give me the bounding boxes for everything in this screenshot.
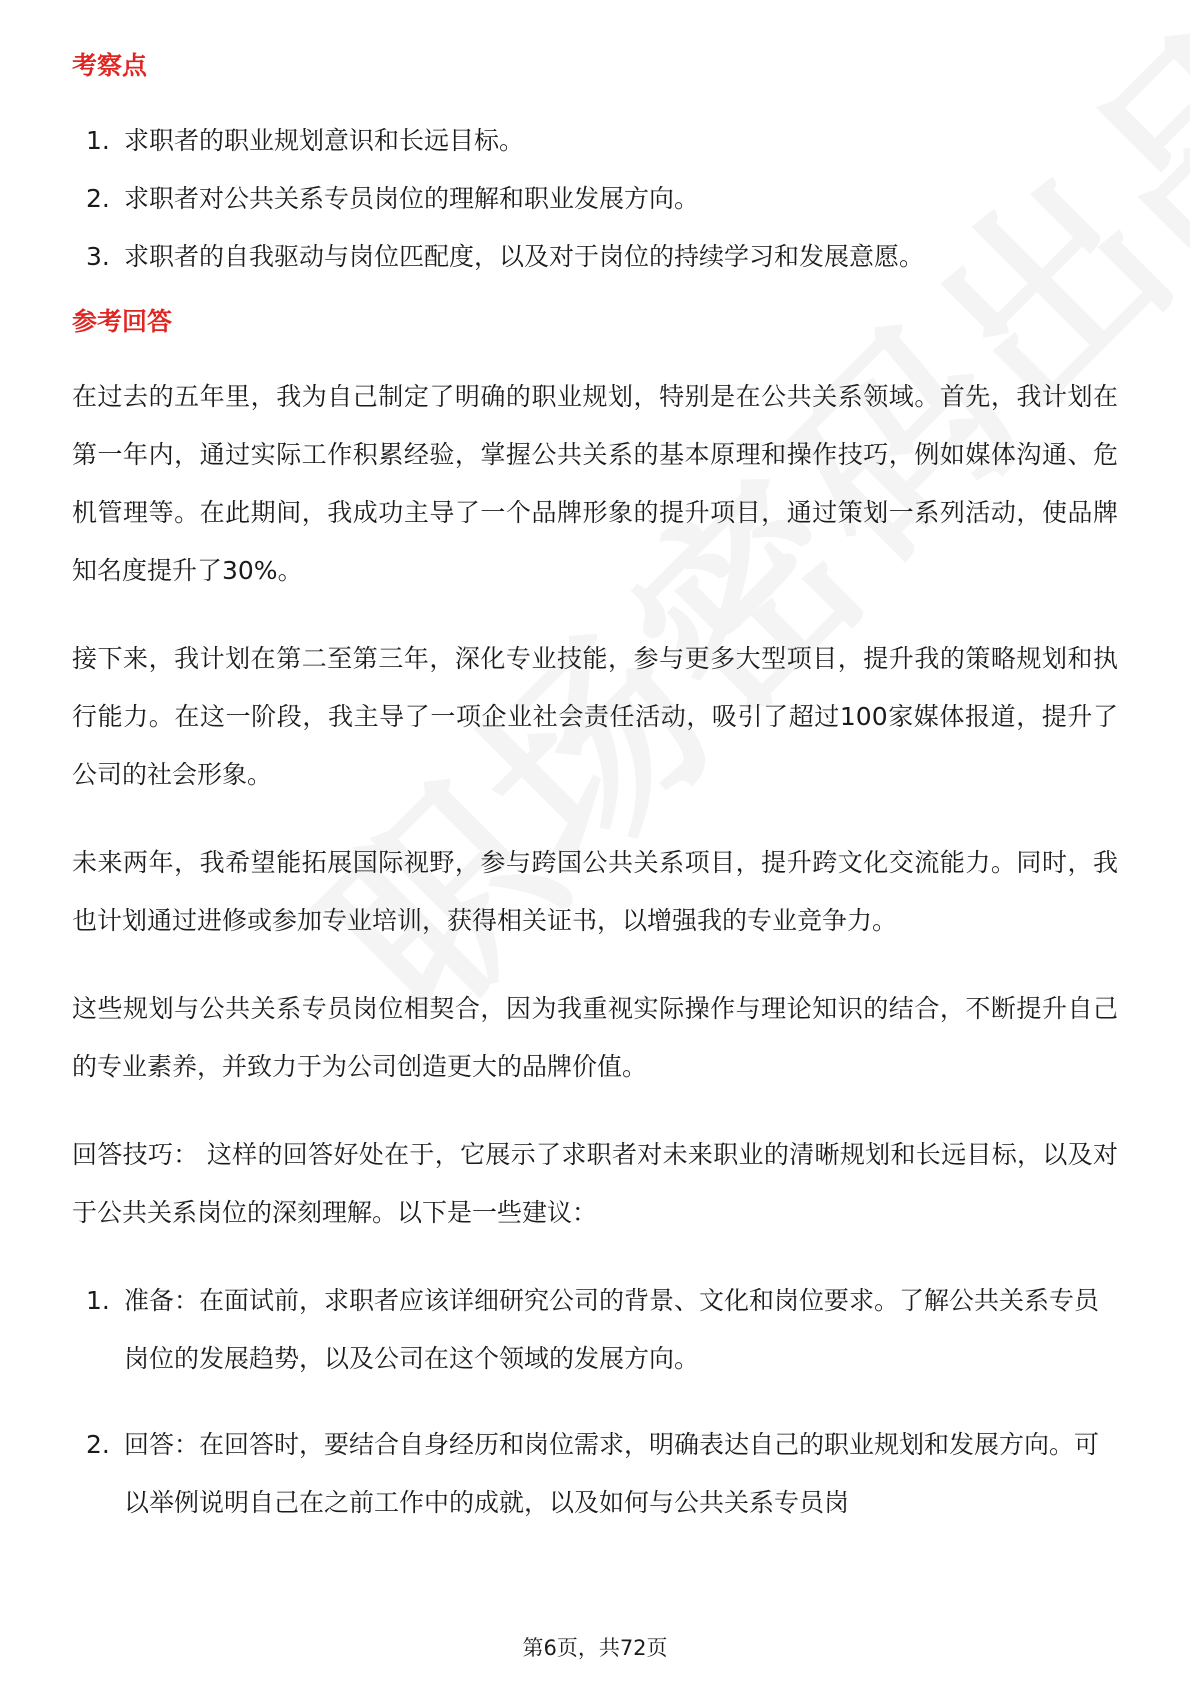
- list-item: [72, 170, 1118, 228]
- list-number: 1.: [86, 126, 110, 155]
- list-item-text: 求职者对公共关系专员岗位的理解和职业发展方向。: [124, 184, 700, 213]
- tips-list: [72, 1272, 1118, 1532]
- list-item-text: 求职者的自我驱动与岗位匹配度，以及对于岗位的持续学习和发展意愿。: [124, 242, 925, 271]
- list-number: 2.: [86, 1430, 110, 1459]
- list-item: [72, 228, 1118, 286]
- list-item-text: 回答：在回答时，要结合自身经历和岗位需求，明确表达自己的职业规划和发展方向。可以举例说明自己在之前工作中的成就，以及如何与公共关系专员岗: [124, 1430, 1100, 1517]
- list-number: 3.: [86, 242, 110, 271]
- list-number: 2.: [86, 184, 110, 213]
- page-content: [72, 48, 1118, 1560]
- section-heading-exam-points: 考察点: [72, 51, 148, 80]
- section-heading-reference-answer: 参考回答: [72, 307, 173, 336]
- answer-paragraph: 未来两年，我希望能拓展国际视野，参与跨国公共关系项目，提升跨文化交流能力。同时，我也计划通过进修或参加专业培训，获得相关证书，以增强我的专业竞争力。: [72, 848, 1118, 935]
- exam-points-list: [72, 112, 1118, 286]
- list-number: 1.: [86, 1286, 110, 1315]
- answer-paragraph: 在过去的五年里，我为自己制定了明确的职业规划，特别是在公共关系领域。首先，我计划在第一年内，通过实际工作积累经验，掌握公共关系的基本原理和操作技巧，例如媒体沟通、危机管理等。在此期间，我成功主导了一个品牌形象的提升项目，通过策划一系列活动，使品牌知名度提升了30%。: [72, 382, 1118, 585]
- answer-paragraph: 接下来，我计划在第二至第三年，深化专业技能，参与更多大型项目，提升我的策略规划和执行能力。在这一阶段，我主导了一项企业社会责任活动，吸引了超过100家媒体报道，提升了公司的社会形象。: [72, 644, 1118, 789]
- list-item: [72, 1272, 1118, 1388]
- answer-paragraph: 这些规划与公共关系专员岗位相契合，因为我重视实际操作与理论知识的结合，不断提升自己的专业素养，并致力于为公司创造更大的品牌价值。: [72, 994, 1118, 1081]
- list-item: [72, 112, 1118, 170]
- list-item-text: 准备：在面试前，求职者应该详细研究公司的背景、文化和岗位要求。了解公共关系专员岗位的发展趋势，以及公司在这个领域的发展方向。: [124, 1286, 1100, 1373]
- list-item-text: 求职者的职业规划意识和长远目标。: [124, 126, 525, 155]
- list-item: [72, 1416, 1118, 1532]
- page-number-footer: 第6页，共72页: [522, 1636, 668, 1660]
- answer-tips-intro: 回答技巧： 这样的回答好处在于，它展示了求职者对未来职业的清晰规划和长远目标，以及对于公共关系岗位的深刻理解。以下是一些建议：: [72, 1140, 1118, 1227]
